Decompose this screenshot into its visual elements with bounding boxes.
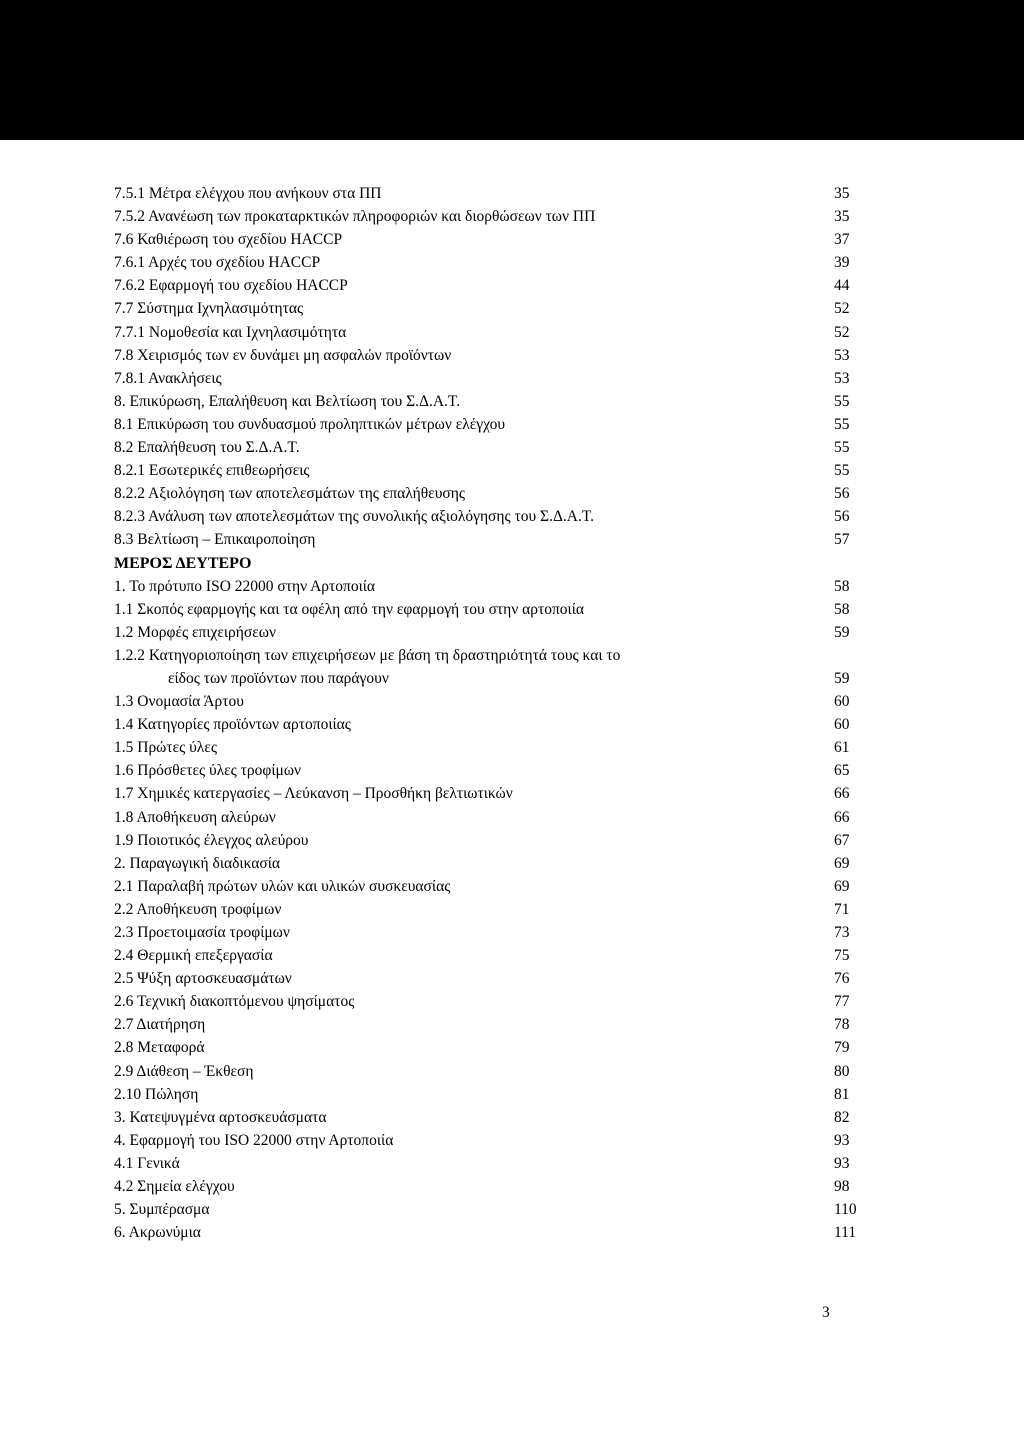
toc-entry xyxy=(114,644,874,667)
toc-entry-title: 8.1 Επικύρωση του συνδυασμού προληπτικών μέτρων ελέγχου xyxy=(114,415,506,433)
toc-entry-title: 7.5.1 Μέτρα ελέγχου που ανήκουν στα ΠΠ xyxy=(114,185,382,202)
toc-entry xyxy=(114,944,874,967)
toc-entry xyxy=(114,667,874,690)
toc-entry xyxy=(114,898,874,921)
toc-entry-page: 59 xyxy=(834,623,850,641)
toc-entry xyxy=(114,921,874,944)
toc-entry-page: 66 xyxy=(834,808,850,826)
toc-entry-page: 71 xyxy=(834,900,850,918)
toc-entry-title: 1.1 Σκοπός εφαρμογής και τα οφέλη από την εφαρμογή του στην αρτοποιία xyxy=(114,600,585,618)
toc-entry-title: 4.2 Σημεία ελέγχου xyxy=(114,1178,235,1196)
toc-entry xyxy=(114,321,874,344)
toc-entry-title: 8.3 Βελτίωση – Επικαιροποίηση xyxy=(114,531,316,549)
toc-entry-page: 56 xyxy=(834,485,850,503)
toc-entry-title: 2.8 Μεταφορά xyxy=(114,1039,205,1057)
toc-entry-page: 78 xyxy=(834,1016,850,1034)
toc-entry xyxy=(114,182,874,205)
toc-entry-page: 53 xyxy=(834,346,850,364)
toc-entry-title: 1.3 Ονομασία Άρτου xyxy=(114,693,244,711)
toc-entry xyxy=(114,228,874,251)
toc-entry-page: 82 xyxy=(834,1108,850,1126)
toc-entry xyxy=(114,344,874,367)
toc-entry-title: 1.2.2 Κατηγοριοποίηση των επιχειρήσεων με βάση τη δραστηριότητά τους και το xyxy=(114,646,621,664)
toc-entry-page: 80 xyxy=(834,1062,850,1080)
toc-entry-title: 2.5 Ψύξη αρτοσκευασμάτων xyxy=(114,970,292,988)
toc-entry-page: 60 xyxy=(834,716,850,734)
toc-entry xyxy=(114,1060,874,1083)
toc-entry xyxy=(114,1129,874,1152)
toc-entry-title: 2.2 Αποθήκευση τροφίμων xyxy=(114,900,282,918)
toc-section-heading xyxy=(114,552,874,575)
toc-entry xyxy=(114,1198,874,1221)
toc-entry-page: 56 xyxy=(834,508,850,526)
top-black-band xyxy=(0,0,1024,140)
toc-entry-page: 81 xyxy=(834,1085,850,1103)
toc-entry-title: 7.7.1 Νομοθεσία και Ιχνηλασιμότητα xyxy=(114,323,347,341)
toc-entry xyxy=(114,713,874,736)
toc-entry-page: 58 xyxy=(834,577,850,595)
toc-entry-page: 55 xyxy=(834,392,850,410)
toc-entry xyxy=(114,990,874,1013)
toc-entry-title: 3. Κατεψυγμένα αρτοσκευάσματα xyxy=(114,1108,327,1126)
toc-entry-page: 98 xyxy=(834,1178,850,1196)
toc-entry-page: 69 xyxy=(834,877,850,895)
toc-entry xyxy=(114,875,874,898)
toc-entry xyxy=(114,205,874,228)
toc-entry xyxy=(114,436,874,459)
toc-entry-title: 1.7 Χημικές κατεργασίες – Λεύκανση – Προσθήκη βελτιωτικών xyxy=(114,785,513,803)
toc-entry xyxy=(114,1175,874,1198)
toc-entry xyxy=(114,274,874,297)
toc-entry-page: 79 xyxy=(834,1039,850,1057)
toc-entry-title: 7.5.2 Ανανέωση των προκαταρκτικών πληροφοριών και διορθώσεων των ΠΠ xyxy=(114,208,596,226)
toc-entry xyxy=(114,367,874,390)
toc-entry-title: 7.7 Σύστημα Ιχνηλασιμότητας xyxy=(114,300,304,318)
toc-entry xyxy=(114,621,874,644)
toc-entry-page: 53 xyxy=(834,369,850,387)
toc-entry-title: 2.4 Θερμική επεξεργασία xyxy=(114,947,273,965)
toc-entry-title: 1.6 Πρόσθετες ύλες τροφίμων xyxy=(114,762,302,780)
toc-entry-title: 2.1 Παραλαβή πρώτων υλών και υλικών συσκευασίας xyxy=(114,877,451,895)
toc-entry-page: 67 xyxy=(834,831,850,849)
toc-entry-title: 7.8.1 Ανακλήσεις xyxy=(114,369,222,387)
toc-entry-title: ΜΕΡΟΣ ΔΕΥΤΕΡΟ xyxy=(114,554,252,572)
toc-entry-page: 77 xyxy=(834,993,850,1011)
toc-entry xyxy=(114,1013,874,1036)
toc-entry-title: είδος των προϊόντων που παράγουν xyxy=(168,669,389,687)
toc-entry-page: 55 xyxy=(834,415,850,433)
toc-entry xyxy=(114,829,874,852)
toc-entry-title: 1.9 Ποιοτικός έλεγχος αλεύρου xyxy=(114,831,309,849)
toc-entry-page: 44 xyxy=(834,277,850,295)
toc-entry-title: 8. Επικύρωση, Επαλήθευση και Βελτίωση του Σ.Δ.Α.Τ. xyxy=(114,392,461,410)
table-of-contents xyxy=(114,182,874,1244)
toc-entry-title: 1. Το πρότυπο ISO 22000 στην Αρτοποιία xyxy=(114,577,376,595)
toc-entry-page: 65 xyxy=(834,762,850,780)
toc-entry-page: 75 xyxy=(834,947,850,965)
toc-entry-page: 66 xyxy=(834,785,850,803)
toc-entry-page: 61 xyxy=(834,739,850,757)
toc-entry xyxy=(114,967,874,990)
toc-entry xyxy=(114,251,874,274)
toc-entry-title: 8.2.2 Αξιολόγηση των αποτελεσμάτων της επαλήθευσης xyxy=(114,485,465,503)
toc-entry-title: 8.2 Επαλήθευση του Σ.Δ.Α.Τ. xyxy=(114,439,300,457)
toc-entry-page: 59 xyxy=(834,669,850,687)
toc-entry xyxy=(114,1036,874,1059)
toc-entry xyxy=(114,852,874,875)
toc-entry-title: 7.6 Καθιέρωση του σχεδίου HACCP xyxy=(114,231,343,249)
toc-entry-title: 4.1 Γενικά xyxy=(114,1154,180,1172)
page-number: 3 xyxy=(822,1304,830,1321)
toc-entry-title: 8.2.3 Ανάλυση των αποτελεσμάτων της συνολικής αξιολόγησης του Σ.Δ.Α.Τ. xyxy=(114,508,595,526)
toc-entry xyxy=(114,297,874,320)
toc-entry xyxy=(114,1152,874,1175)
toc-entry-page: 55 xyxy=(834,462,850,480)
toc-entry-title: 2.9 Διάθεση – Έκθεση xyxy=(114,1062,254,1080)
toc-entry-title: 2.10 Πώληση xyxy=(114,1085,199,1103)
toc-entry-page: 111 xyxy=(834,1224,857,1242)
toc-entry-title: 2.7 Διατήρηση xyxy=(114,1016,206,1034)
toc-entry-page: 52 xyxy=(834,300,850,318)
toc-entry xyxy=(114,505,874,528)
toc-entry xyxy=(114,806,874,829)
toc-entry-page: 110 xyxy=(834,1201,857,1219)
toc-entry xyxy=(114,575,874,598)
toc-entry-title: 2. Παραγωγική διαδικασία xyxy=(114,854,281,872)
toc-entry-page: 35 xyxy=(834,208,850,226)
toc-entry-title: 7.6.1 Αρχές του σχεδίου HACCP xyxy=(114,254,321,272)
toc-entry xyxy=(114,413,874,436)
toc-entry xyxy=(114,782,874,805)
toc-entry-page: 69 xyxy=(834,854,850,872)
toc-entry xyxy=(114,482,874,505)
toc-entry-title: 5. Συμπέρασμα xyxy=(114,1201,210,1219)
toc-entry xyxy=(114,598,874,621)
toc-entry xyxy=(114,1221,874,1244)
toc-entry xyxy=(114,528,874,551)
toc-entry-title: 6. Ακρωνύμια xyxy=(114,1224,201,1242)
toc-entry-page: 93 xyxy=(834,1154,850,1172)
toc-entry xyxy=(114,1106,874,1129)
toc-entry xyxy=(114,736,874,759)
toc-entry-page: 37 xyxy=(834,231,850,249)
toc-entry-page: 52 xyxy=(834,323,850,341)
toc-entry-page: 35 xyxy=(834,185,850,202)
toc-entry-title: 2.3 Προετοιμασία τροφίμων xyxy=(114,924,290,941)
toc-entry-page: 55 xyxy=(834,439,850,457)
toc-entry-page: 73 xyxy=(834,924,850,941)
toc-entry-page: 93 xyxy=(834,1131,850,1149)
toc-entry-title: 2.6 Τεχνική διακοπτόμενου ψησίματος xyxy=(114,993,355,1011)
toc-entry-title: 1.4 Κατηγορίες προϊόντων αρτοποιίας xyxy=(114,716,351,734)
toc-entry-page: 39 xyxy=(834,254,850,272)
toc-entry-title: 1.8 Αποθήκευση αλεύρων xyxy=(114,808,276,826)
toc-entry-page: 58 xyxy=(834,600,850,618)
toc-entry-title: 1.2 Μορφές επιχειρήσεων xyxy=(114,623,276,641)
toc-entry-title: 7.8 Χειρισμός των εν δυνάμει μη ασφαλών προϊόντων xyxy=(114,346,452,364)
toc-entry-title: 7.6.2 Εφαρμογή του σχεδίου HACCP xyxy=(114,277,348,295)
toc-entry xyxy=(114,390,874,413)
toc-entry xyxy=(114,459,874,482)
toc-entry-page: 76 xyxy=(834,970,850,988)
toc-entry-title: 1.5 Πρώτες ύλες xyxy=(114,739,217,757)
toc-entry xyxy=(114,1083,874,1106)
toc-entry xyxy=(114,759,874,782)
toc-entry-title: 4. Εφαρμογή του ISO 22000 στην Αρτοποιία xyxy=(114,1131,394,1149)
toc-entry-page: 57 xyxy=(834,531,850,549)
toc-entry-title: 8.2.1 Εσωτερικές επιθεωρήσεις xyxy=(114,462,310,480)
toc-entry xyxy=(114,690,874,713)
toc-entry-page: 60 xyxy=(834,693,850,711)
